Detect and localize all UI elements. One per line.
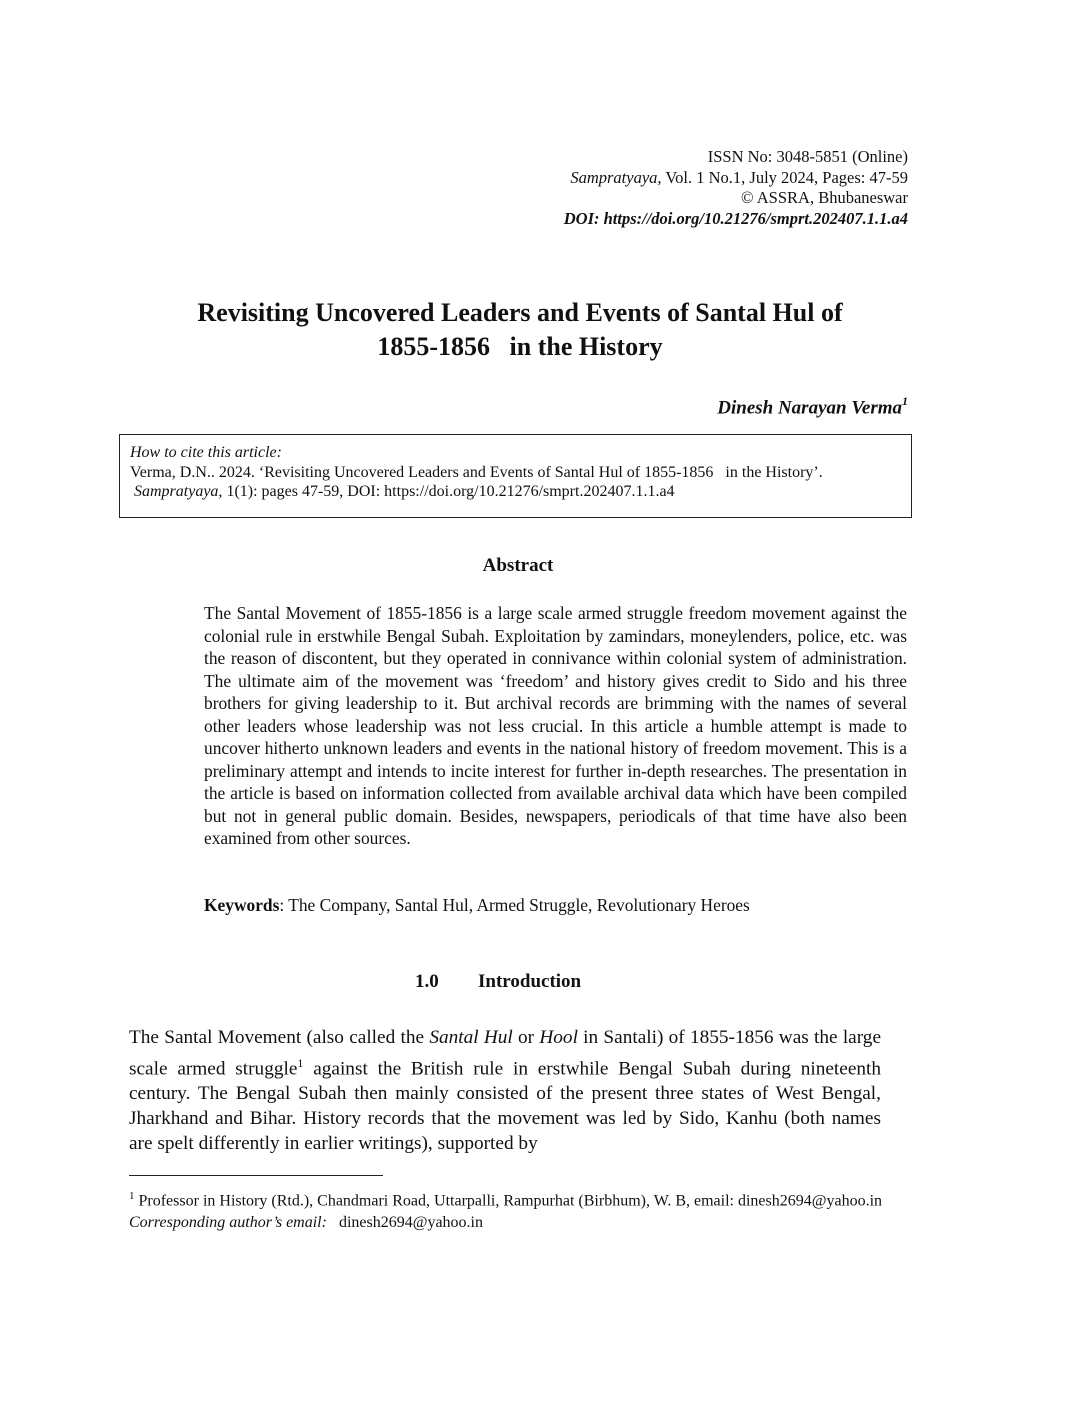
citation-box bbox=[119, 434, 912, 518]
issn-line: ISSN No: 3048-5851 (Online) bbox=[707, 147, 908, 166]
paper-title bbox=[130, 296, 910, 364]
journal-volume: Vol. 1 No.1, July 2024, Pages: 47-59 bbox=[661, 167, 908, 187]
intro-text-1: The Santal Movement (also called the bbox=[129, 1027, 430, 1048]
keywords-line bbox=[204, 895, 750, 916]
introduction-paragraph bbox=[129, 1026, 881, 1156]
footnote-number: 1 bbox=[129, 1190, 135, 1202]
intro-text-4: against the British rule in erstwhile Bengal Subah during nineteenth century. The Bengal Subah then mainly consisted of the present three states of West Bengal, Jharkhand and Bihar. History records that the movement was led by Sido, Kanhu (both names are spelt differently in earlier writings), supported by bbox=[129, 1058, 882, 1154]
copyright-line: © ASSRA, Bhubaneswar bbox=[741, 188, 908, 207]
citation-label: How to cite this article: bbox=[130, 444, 282, 461]
keywords-list: : The Company, Santal Hul, Armed Struggle, Revolutionary Heroes bbox=[279, 895, 750, 915]
intro-text-2: or bbox=[512, 1027, 540, 1048]
footnote-divider bbox=[129, 1175, 383, 1176]
intro-footnote-mark[interactable]: 1 bbox=[297, 1055, 304, 1070]
journal-header bbox=[564, 147, 908, 229]
journal-name: Sampratyaya, bbox=[570, 167, 662, 187]
corresponding-email[interactable]: dinesh2694@yahoo.in bbox=[326, 1213, 483, 1231]
title-line-1: Revisiting Uncovered Leaders and Events of Santal Hul of bbox=[197, 298, 843, 327]
abstract-heading: Abstract bbox=[482, 555, 554, 576]
doi-link[interactable]: DOI: https://doi.org/10.21276/smprt.202407.1.1.a4 bbox=[563, 208, 908, 228]
section-number: 1.0 bbox=[415, 971, 439, 992]
journal-line bbox=[564, 168, 908, 189]
footnote-affiliation bbox=[129, 1186, 889, 1212]
citation-details: 1(1): pages 47-59, DOI: https://doi.org/10.21276/smprt.202407.1.1.a4 bbox=[222, 483, 675, 500]
title-line-2: 1855-1856 in the History bbox=[377, 332, 663, 361]
citation-line-2 bbox=[130, 482, 901, 502]
corresponding-label: Corresponding author’s email: bbox=[129, 1213, 327, 1231]
citation-line-1: Verma, D.N.. 2024. ‘Revisiting Uncovered Leaders and Events of Santal Hul of 1855-1856 in the History’. bbox=[130, 463, 823, 481]
author-name-text: Dinesh Narayan Verma bbox=[717, 397, 902, 419]
footnote bbox=[129, 1186, 889, 1233]
abstract-text: The Santal Movement of 1855-1856 is a large scale armed struggle freedom movement against the colonial rule in erstwhile Bengal Subah. Exploitation by zamindars, moneylenders, police, etc. was the reason of discontent, but they operated in connivance within colonial system of administration. The ultimate aim of the movement was ‘freedom’ and history gives credit to Sido and his three brothers for giving leadership to it. But archival records are brimming with the names of several other leaders whose leadership was not less crucial. In this article a humble attempt is made to uncover hitherto unknown leaders and events in the national history of freedom movement. This is a preliminary attempt and intends to incite interest for further in-depth researches. The presentation in the article is based on information collected from available archival data which have been compiled but not in general public domain. Besides, newspapers, periodicals of that time have also been examined from other sources. bbox=[204, 603, 907, 848]
intro-text-3: in Santali) of 1855-1856 was the large scale armed struggle bbox=[129, 1027, 882, 1080]
keywords-label: Keywords bbox=[204, 895, 280, 915]
corresponding-email-line bbox=[129, 1212, 889, 1234]
section-heading-introduction bbox=[415, 971, 581, 993]
intro-italic-santal-hul: Santal Hul bbox=[429, 1027, 513, 1048]
footnote-text: Professor in History (Rtd.), Chandmari Road, Uttarpalli, Rampurhat (Birbhum), W. B, email: dinesh2694@yahoo.in bbox=[134, 1192, 883, 1210]
section-title: Introduction bbox=[478, 971, 582, 992]
citation-journal: Sampratyaya, bbox=[134, 483, 223, 500]
author-footnote-mark[interactable]: 1 bbox=[902, 394, 908, 408]
intro-italic-hool: Hool bbox=[539, 1027, 578, 1048]
author-name bbox=[717, 395, 908, 419]
